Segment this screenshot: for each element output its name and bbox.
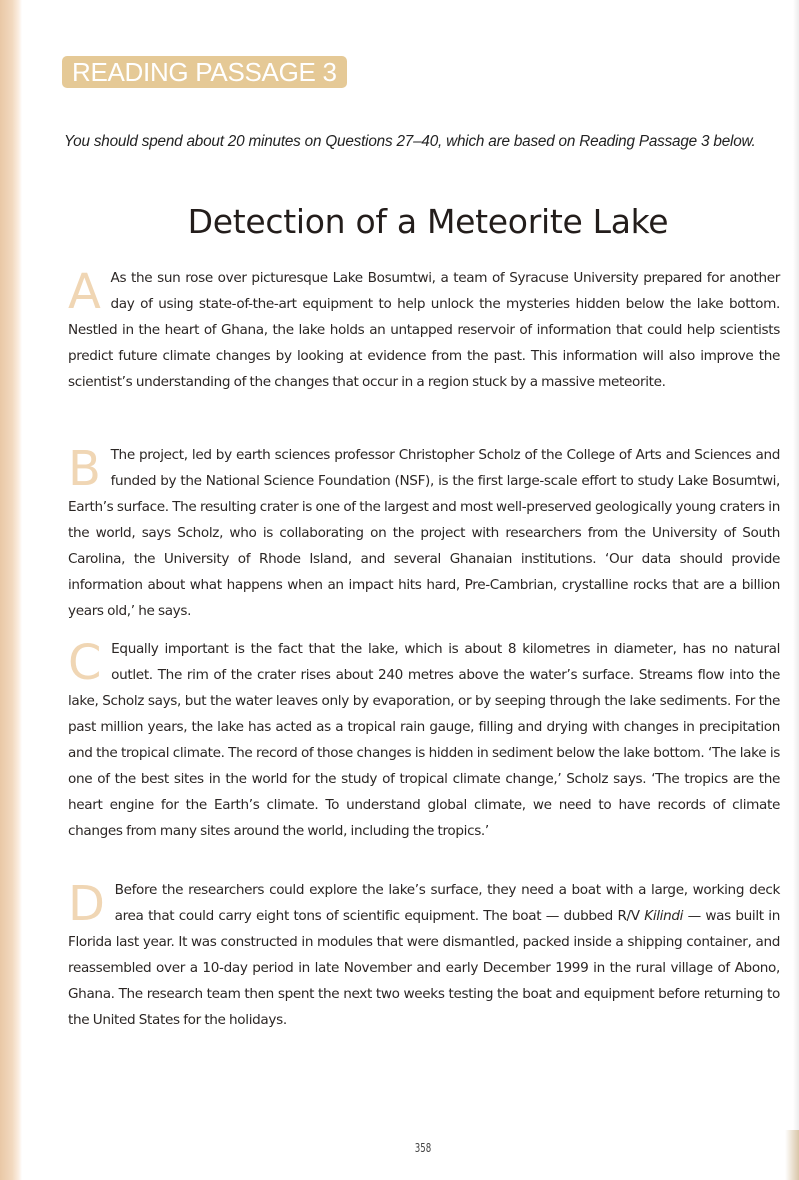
- paragraph-text: As the sun rose over picturesque Lake Bosumtwi, a team of Syracuse University prepared for another day of using state-of-the-art equipment to help unlock the mysteries hidden below the lake bottom. Nestled in the heart of Ghana, the lake holds an untapped reservoir of information that could help scientists predict future climate changes by looking at evidence from the past. This information will also improve the scientist’s understanding of the changes that occur in a region stuck by a massive meteorite.: [68, 270, 780, 390]
- paragraph-text-after: — was built in Florida last year. It was constructed in modules that were dismantled, packed inside a shipping container, and reassembled over a 10-day period in late November and early December 1999 in the rural village of Abono, Ghana. The research team then spent the next two weeks testing the boat and equipment before returning to the United States for the holidays.: [68, 908, 780, 1028]
- drop-cap-letter: D: [68, 876, 105, 932]
- paragraph-text-before: Before the researchers could explore the lake’s surface, they need a boat with a large, working deck area that could carry eight tons of scientific equipment. The boat — dubbed R/V: [114, 882, 780, 924]
- page-right-edge: [793, 0, 799, 1180]
- page-corner-shadow: [785, 1130, 799, 1180]
- paragraph-c: [68, 636, 780, 844]
- boat-name: Kilindi: [644, 908, 684, 924]
- drop-cap-letter: C: [68, 635, 102, 691]
- passage-tag: READING PASSAGE 3: [62, 56, 347, 88]
- page-binding-edge: [0, 0, 22, 1180]
- instruction-text: You should spend about 20 minutes on Questions 27–40, which are based on Reading Passage 3 below.: [64, 133, 756, 150]
- drop-cap-letter: A: [68, 264, 101, 320]
- drop-cap-letter: B: [68, 441, 101, 497]
- page-number: 358: [414, 1141, 432, 1155]
- paragraph-text: The project, led by earth sciences professor Christopher Scholz of the College of Arts and Sciences and funded by the National Science Foundation (NSF), is the first large-scale effort to study Lake Bosumtwi, Earth’s surface. The resulting crater is one of the largest and most well-preserved geologically young craters in the world, says Scholz, who is collaborating on the project with researchers from the University of South Carolina, the University of Rhode Island, and several Ghanaian institutions. ‘Our data should provide information about what happens when an impact hits hard, Pre-Cambrian, crystalline rocks that are a billion years old,’ he says.: [68, 447, 780, 619]
- article-title: Detection of a Meteorite Lake: [187, 202, 669, 241]
- paragraph-d: [68, 877, 780, 1033]
- paragraph-b: [68, 442, 780, 624]
- paragraph-a: [68, 265, 780, 395]
- paragraph-text: Equally important is the fact that the lake, which is about 8 kilometres in diameter, has no natural outlet. The rim of the crater rises about 240 metres above the water’s surface. Streams flow into the lake, Scholz says, but the water leaves only by evaporation, or by seeping through the lake sediments. For the past million years, the lake has acted as a tropical rain gauge, filling and drying with changes in precipitation and the tropical climate. The record of those changes is hidden in sediment below the lake bottom. ‘The lake is one of the best sites in the world for the study of tropical climate change,’ Scholz says. ‘The tropics are the heart engine for the Earth’s climate. To understand global climate, we need to have records of climate changes from many sites around the world, including the tropics.’: [68, 641, 780, 839]
